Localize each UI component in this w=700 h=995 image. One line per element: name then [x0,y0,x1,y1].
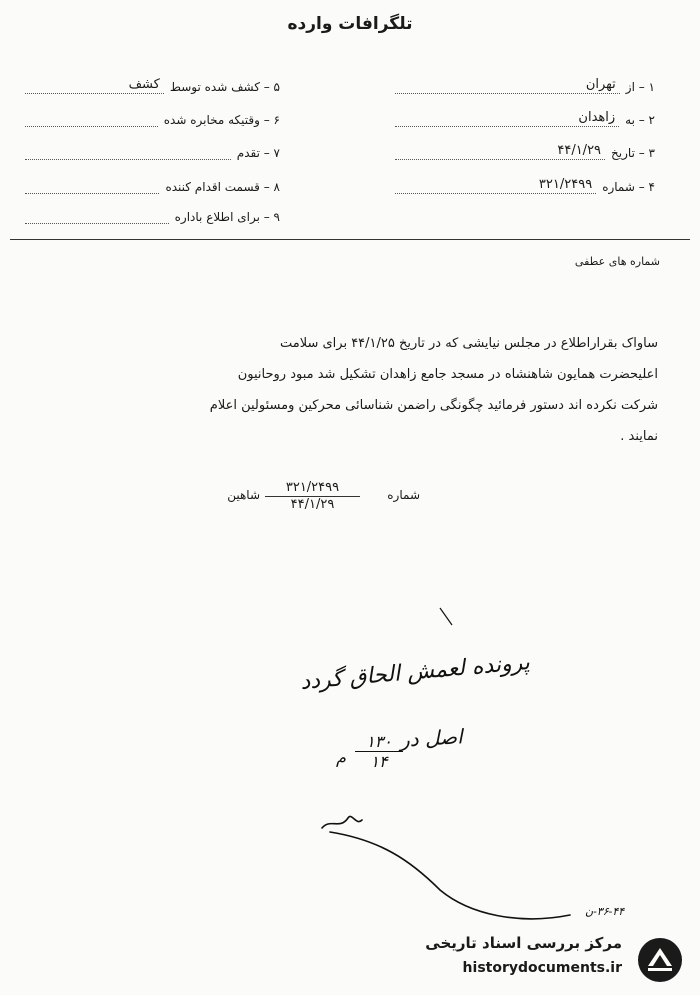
field-label: ۶ – وقتیکه مخابره شده [163,113,280,127]
body-line: نمایند . [620,429,658,444]
signature-name: شاهین [227,488,260,502]
field-label: ۲ – به [625,113,655,127]
signature-number: ۳۲۱/۲۴۹۹ [265,480,360,497]
field-label: ۳ – تاریخ [611,146,655,160]
field-label: ۴ – شماره [602,180,655,194]
field-label: ۷ – تقدم [236,146,280,160]
handwritten-fraction-suffix: م [336,748,346,767]
field-value: کشف [128,77,160,92]
archive-url: historydocuments.ir [462,960,622,976]
field-label: ۵ – کشف شده توسط [169,80,280,94]
field-value: ۳۲۱/۲۴۹۹ [538,177,593,192]
signature-date: ۴۴/۱/۲۹ [290,497,335,512]
field-value: ۴۴/۱/۲۹ [557,143,602,158]
archive-emblem-icon [636,936,684,984]
handwritten-archive-note: اصل در [399,724,464,752]
field-label: ۸ – قسمت اقدام کننده [165,180,280,194]
handwritten-note: پرونده لعمش الحاق گردد [299,650,531,695]
body-line: ساواک بقراراطلاع در مجلس نیایشی که در تاریخ ۴۴/۱/۲۵ برای سلامت [279,336,658,351]
field-label: ۱ – از [625,80,655,94]
archive-name: مرکز بررسی اسناد تاریخی [425,934,622,952]
field-value: تهران [585,77,616,92]
handwritten-fraction-top: ۱۳۰ [355,732,403,752]
document-title: تلگرافات وارده [287,14,413,34]
handwritten-footer-code: ۳۶-۴۴-ن [585,905,625,918]
handwritten-fraction-bottom: ۱۴ [370,752,388,771]
field-value: زاهدان [578,110,616,125]
references-label: شماره های عطفی [574,255,660,268]
body-line: شرکت نکرده اند دستور فرمائید چگونگی راضمن شناسائی محرکین ومسئولین اعلام [209,398,658,413]
field-label: ۹ – برای اطلاع باداره [174,210,280,224]
archive-logo [410,930,700,990]
signature-number-label: شماره [387,488,420,502]
body-line: اعلیحضرت همایون شاهنشاه در مسجد جامع زاهدان تشکیل شد مبود روحانیون [237,367,658,382]
